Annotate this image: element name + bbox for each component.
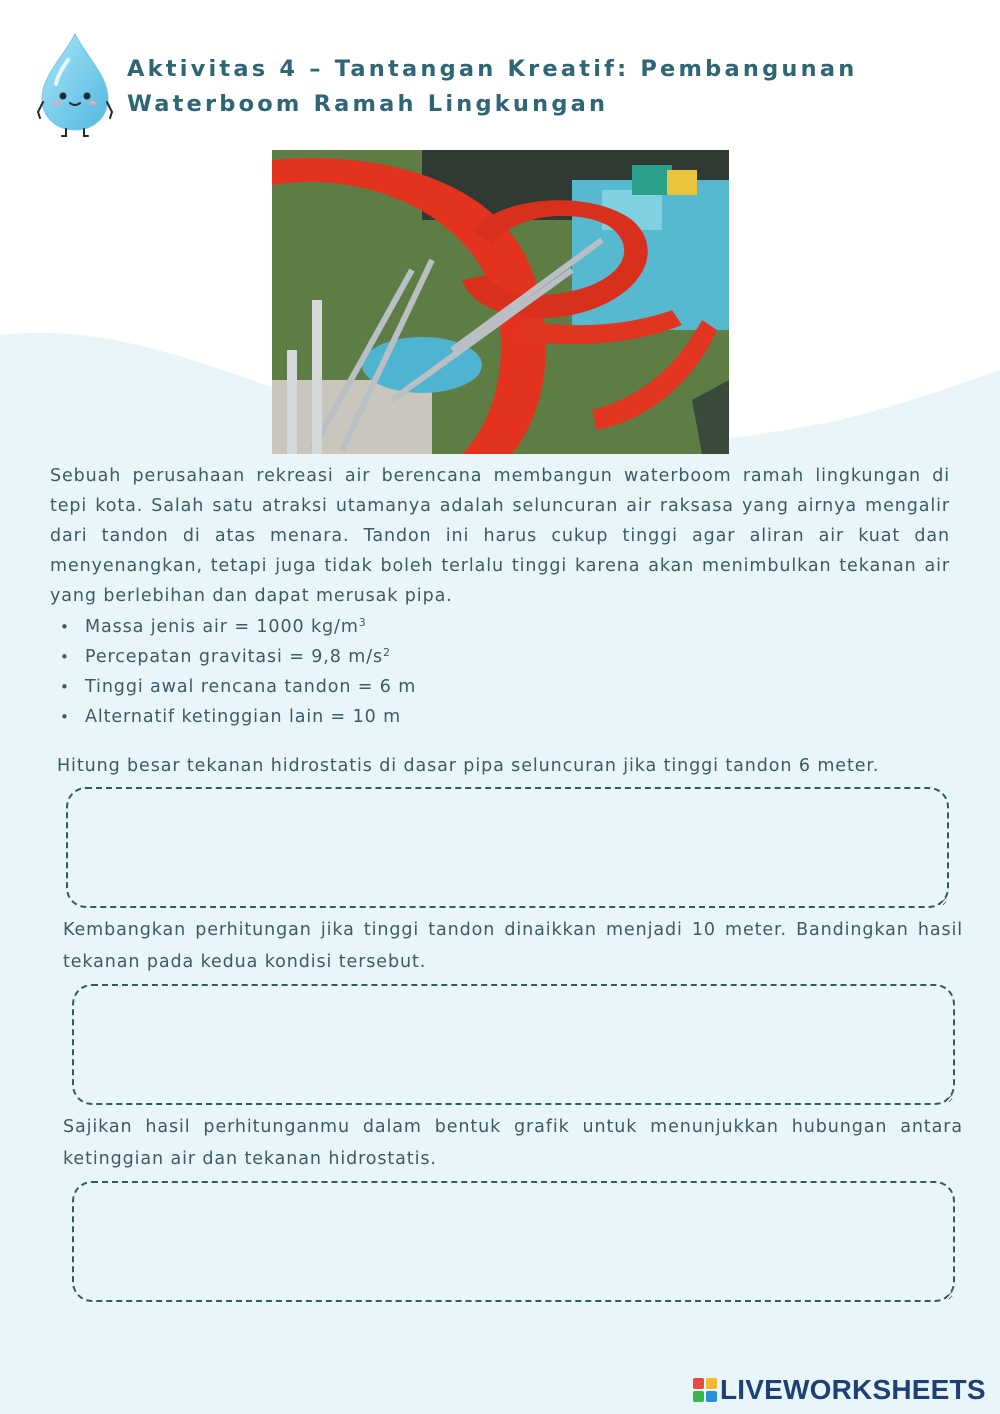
title-line-1: Aktivitas 4 – Tantangan Kreatif: Pembangunan bbox=[127, 56, 858, 82]
bullet: • bbox=[60, 708, 70, 726]
fact-text: Percepatan gravitasi = 9,8 m/s bbox=[85, 647, 384, 667]
liveworksheets-logo-icon bbox=[693, 1378, 717, 1402]
fact-text: Alternatif ketinggian lain = 10 m bbox=[85, 707, 402, 727]
bullet: • bbox=[60, 648, 70, 666]
answer-box-1[interactable] bbox=[66, 787, 949, 908]
facts-list bbox=[60, 612, 416, 732]
list-item bbox=[60, 642, 416, 672]
brand-logo bbox=[693, 1374, 986, 1406]
list-item bbox=[60, 672, 416, 702]
question-3: Sajikan hasil perhitunganmu dalam bentuk grafik untuk menunjukkan hubungan antara ketinggian air dan tekanan hidrostatis. bbox=[63, 1117, 963, 1169]
waterslide-photo-icon bbox=[272, 150, 729, 454]
title-line-2: Waterboom Ramah Lingkungan bbox=[127, 91, 609, 117]
bullet: • bbox=[60, 678, 70, 696]
question-2: Kembangkan perhitungan jika tinggi tandon dinaikkan menjadi 10 meter. Bandingkan hasil tekanan pada kedua kondisi tersebut. bbox=[63, 920, 963, 972]
intro-paragraph: Sebuah perusahaan rekreasi air berencana membangun waterboom ramah lingkungan di tepi kota. Salah satu atraksi utamanya adalah seluncuran air raksasa yang airnya mengalir dari tandon di atas menara. Tandon ini harus cukup tinggi agar aliran air kuat dan menyenangkan, tetapi juga tidak boleh terlalu tinggi karena akan menimbulkan tekanan air yang berlebihan dan dapat merusak pipa. bbox=[50, 466, 950, 606]
list-item bbox=[60, 612, 416, 642]
list-item bbox=[60, 702, 416, 732]
page-title bbox=[127, 52, 887, 122]
answer-box-3[interactable] bbox=[72, 1181, 955, 1302]
fact-superscript: 2 bbox=[383, 646, 391, 659]
brand-name: LIVEWORKSHEETS bbox=[720, 1374, 986, 1405]
fact-text: Massa jenis air = 1000 kg/m bbox=[85, 617, 359, 637]
fact-superscript: 3 bbox=[358, 616, 367, 629]
answer-box-2[interactable] bbox=[72, 984, 955, 1105]
water-drop-mascot-icon bbox=[34, 32, 116, 138]
question-1: Hitung besar tekanan hidrostatis di dasar pipa seluncuran jika tinggi tandon 6 meter. bbox=[57, 756, 880, 776]
waterslide-photo bbox=[272, 150, 729, 454]
fact-text: Tinggi awal rencana tandon = 6 m bbox=[85, 677, 417, 697]
bullet: • bbox=[60, 618, 70, 636]
